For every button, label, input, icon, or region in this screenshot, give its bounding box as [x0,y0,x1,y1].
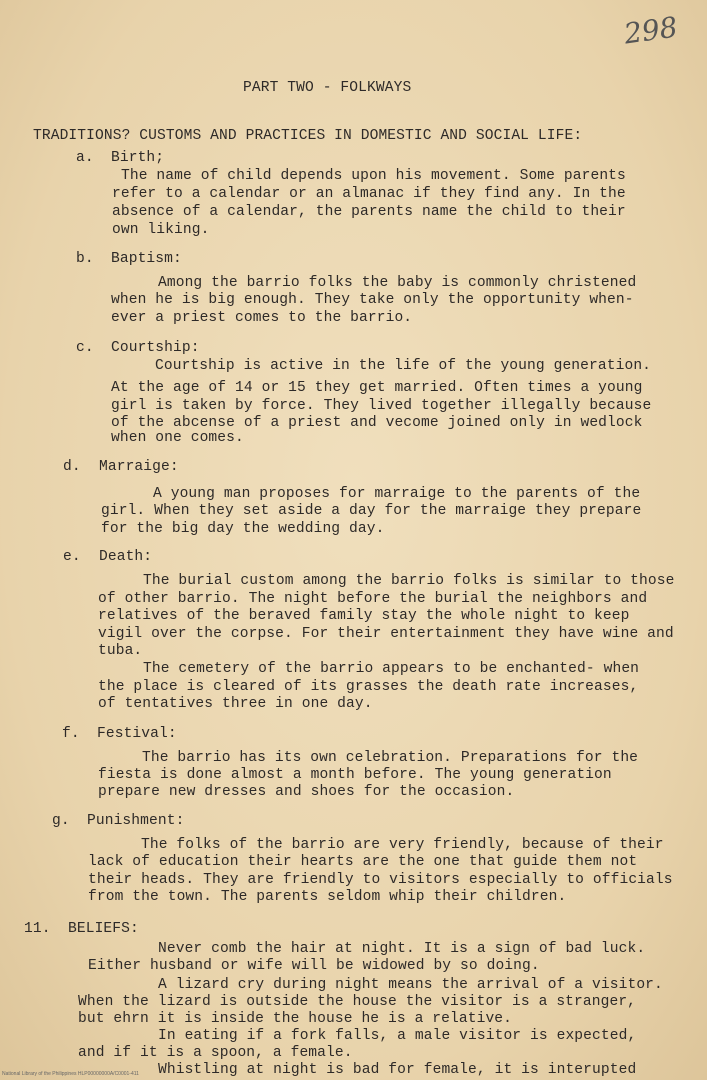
text-line: Among the barrio folks the baby is commonly christened [158,275,637,291]
text-line: and if it is a spoon, a female. [78,1045,353,1061]
text-line: the place is cleared of its grasses the death rate increases, [98,679,639,695]
text-line: when one comes. [111,430,244,446]
item-marker-c: c. [76,340,94,356]
text-line: The barrio has its own celebration. Preparations for the [142,750,639,766]
text-line: lack of education their hearts are the one that guide them not [88,854,638,870]
text-line: prepare new dresses and shoes for the occasion. [98,784,515,800]
item-marker-b: b. [76,251,94,267]
text-line: vigil over the corpse. For their entertainment they have wine and [98,626,674,642]
item-marker-e: e. [63,549,81,565]
text-line: In eating if a fork falls, a male visitor is expected, [158,1028,637,1044]
text-line: for the big day the wedding day. [101,521,385,537]
text-line: of tentatives three in one day. [98,696,373,712]
page-number: 298 [621,10,680,51]
text-line: of other barrio. The night before the burial the neighbors and [98,591,648,607]
beliefs-heading: BELIEFS: [68,921,139,937]
item-marker-a: a. [76,150,94,166]
item-heading-baptism: Baptism: [111,251,182,267]
item-marker-f: f. [62,726,80,742]
text-line: Courtship is active in the life of the young generation. [155,358,652,374]
text-line: Either husband or wife will be widowed by so doing. [88,958,540,974]
text-line: A lizard cry during night means the arrival of a visitor. [158,977,663,993]
archive-footer: National Library of the Philippines HLP00000000A/C0001-411 [2,1071,139,1077]
text-line: The name of child depends upon his movement. Some parents [121,168,626,184]
text-line: absence of a calendar, the parents name the child to their [112,204,626,220]
text-line: girl. When they set aside a day for the marraige they prepare [101,503,642,519]
text-line: Never comb the hair at night. It is a sign of bad luck. [158,941,646,957]
text-line: from the town. The parents seldom whip their children. [88,889,567,905]
text-line: tuba. [98,643,143,659]
item-marker-g: g. [52,813,70,829]
text-line: The folks of the barrio are very friendly, because of their [141,837,664,853]
text-line: refer to a calendar or an almanac if they find any. In the [112,186,626,202]
text-line: The burial custom among the barrio folks is similar to those [143,573,675,589]
item-heading-punishment: Punishment: [87,813,185,829]
text-line: Whistling at night is bad for female, it is interupted [158,1062,637,1078]
text-line: when he is big enough. They take only the opportunity when- [111,292,634,308]
text-line: A young man proposes for marraige to the parents of the [153,486,641,502]
text-line: but ehrn it is inside the house he is a relative. [78,1011,513,1027]
item-heading-death: Death: [99,549,153,565]
text-line: girl is taken by force. They lived together illegally because [111,398,652,414]
text-line: At the age of 14 or 15 they get married. Often times a young [111,380,643,396]
item-heading-festival: Festival: [97,726,177,742]
page-title: PART TWO - FOLKWAYS [243,80,412,96]
item-marker-d: d. [63,459,81,475]
text-line: their heads. They are friendly to visitors especially to officials [88,872,673,888]
text-line: The cemetery of the barrio appears to be enchanted- when [143,661,640,677]
text-line: relatives of the beraved family stay the whole night to keep [98,608,630,624]
section-heading: TRADITIONS? CUSTOMS AND PRACTICES IN DOMESTIC AND SOCIAL LIFE: [33,128,583,144]
item-heading-courtship: Courtship: [111,340,200,356]
beliefs-marker: 11. [24,921,51,937]
text-line: fiesta is done almost a month before. The young generation [98,767,612,783]
text-line: ever a priest comes to the barrio. [111,310,413,326]
text-line: of the abcense of a priest and vecome joined only in wedlock [111,415,643,431]
item-heading-birth: Birth; [111,150,165,166]
text-line: own liking. [112,222,210,238]
text-line: When the lizard is outside the house the visitor is a stranger, [78,994,637,1010]
item-heading-marraige: Marraige: [99,459,179,475]
